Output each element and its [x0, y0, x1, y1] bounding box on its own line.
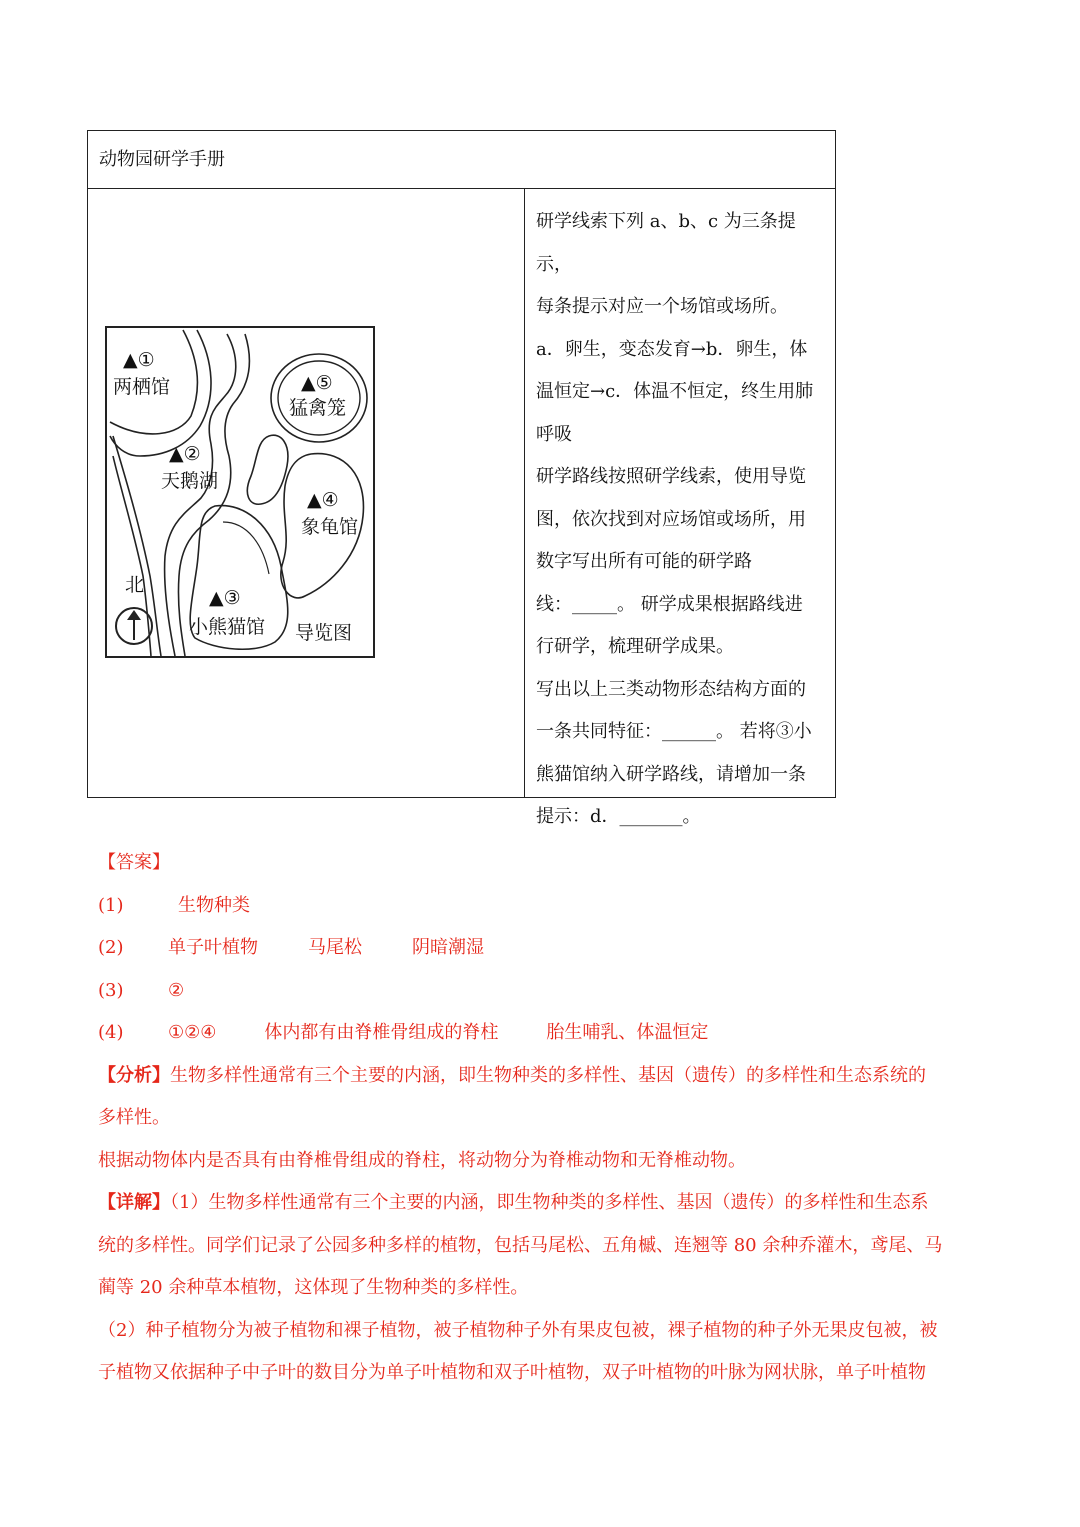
detail-line: （2）种子植物分为被子植物和裸子植物，被子植物种子外有果皮包被，裸子植物的种子外无果皮包被，被	[98, 1319, 938, 1341]
text-line: a．卵生，变态发育→b．卵生，体	[536, 338, 808, 360]
detail-line: 蔺等 20 余种草本植物，这体现了生物种类的多样性。	[98, 1277, 529, 1298]
analysis-text: 生物多样性通常有三个主要的内涵，即生物种类的多样性、基因（遗传）的多样性和生态系统的	[170, 1064, 926, 1086]
text-line: 写出以上三类动物形态结构方面的	[536, 678, 806, 700]
answer-part: 阴暗潮湿	[412, 937, 484, 958]
site-4-marker: ▲④	[307, 489, 339, 511]
answer-number: (4)	[98, 1022, 124, 1043]
text-line: 研学线索下列 a、b、c 为三条提示，	[536, 211, 796, 275]
answer-part: ①②④	[168, 1022, 217, 1043]
answer-part: 生物种类	[178, 894, 250, 916]
map-caption: 导览图	[295, 622, 353, 644]
answer-part: 马尾松	[308, 937, 362, 958]
answer-item-1	[98, 885, 988, 928]
site-2-name: 天鹅湖	[161, 470, 219, 492]
site-5-name: 猛禽笼	[289, 397, 347, 419]
north-label: 北	[125, 574, 145, 596]
research-handbook-card	[87, 130, 836, 827]
answer-part: ②	[168, 979, 185, 1001]
answer-item-3	[98, 970, 988, 1013]
site-1-name: 两栖馆	[113, 376, 171, 398]
text-line: 线：_____。 研学成果根据路线进	[536, 593, 803, 615]
text-line: 每条提示对应一个场馆或场所。	[536, 296, 788, 317]
answer-item-4	[98, 1012, 988, 1055]
site-4-name: 象龟馆	[301, 516, 359, 538]
analysis-line: 多样性。	[98, 1107, 170, 1128]
text-line: 一条共同特征：______。 若将③小	[536, 721, 812, 742]
detail-label: 【详解】	[98, 1192, 170, 1213]
answer-part: 单子叶植物	[168, 937, 258, 958]
text-line: 图，依次找到对应场馆或场所，用	[536, 508, 806, 530]
detail-text: （1）生物多样性通常有三个主要的内涵，即生物种类的多样性、基因（遗传）的多样性和生态系	[170, 1192, 929, 1213]
text-line: 呼吸	[536, 423, 572, 445]
site-2-marker: ▲②	[169, 443, 201, 465]
zoo-guide-map	[105, 326, 375, 660]
text-line: 提示：d．_______。	[536, 806, 701, 827]
analysis-line	[98, 1055, 988, 1098]
detail-line	[98, 1182, 988, 1225]
detail-line: 统的多样性。同学们记录了公园多种多样的植物，包括马尾松、五角槭、连翘等 80 余种乔灌木，鸢尾、马	[98, 1234, 943, 1256]
analysis-line: 根据动物体内是否具有由脊椎骨组成的脊柱，将动物分为脊椎动物和无脊椎动物。	[98, 1149, 746, 1171]
text-line: 研学路线按照研学线索，使用导览	[536, 466, 806, 487]
answer-item-2	[98, 927, 988, 970]
detail-line: 子植物又依据种子中子叶的数目分为单子叶植物和双子叶植物，双子叶植物的叶脉为网状脉，单子叶植物	[98, 1362, 926, 1383]
site-3-marker: ▲③	[209, 587, 241, 609]
text-line: 行研学，梳理研学成果。	[536, 636, 734, 657]
answer-number: (1)	[98, 894, 124, 916]
site-5-marker: ▲⑤	[301, 372, 333, 394]
analysis-label: 【分析】	[98, 1064, 170, 1086]
map-cell	[88, 189, 525, 797]
research-instructions	[525, 189, 835, 827]
text-line: 温恒定→c．体温不恒定，终生用肺	[536, 381, 814, 402]
answer-heading: 【答案】	[98, 852, 170, 873]
card-header: 动物园研学手册	[88, 131, 835, 189]
text-line: 数字写出所有可能的研学路	[536, 551, 752, 572]
answer-section	[98, 842, 988, 1395]
answer-part: 体内都有由脊椎骨组成的脊柱	[264, 1022, 499, 1043]
answer-number: (2)	[98, 937, 124, 958]
text-line: 熊猫馆纳入研学路线，请增加一条	[536, 763, 806, 785]
site-1-marker: ▲①	[123, 349, 155, 371]
answer-part: 胎生哺乳、体温恒定	[546, 1022, 709, 1043]
answer-number: (3)	[98, 979, 124, 1001]
site-3-name: 小熊猫馆	[189, 616, 266, 638]
